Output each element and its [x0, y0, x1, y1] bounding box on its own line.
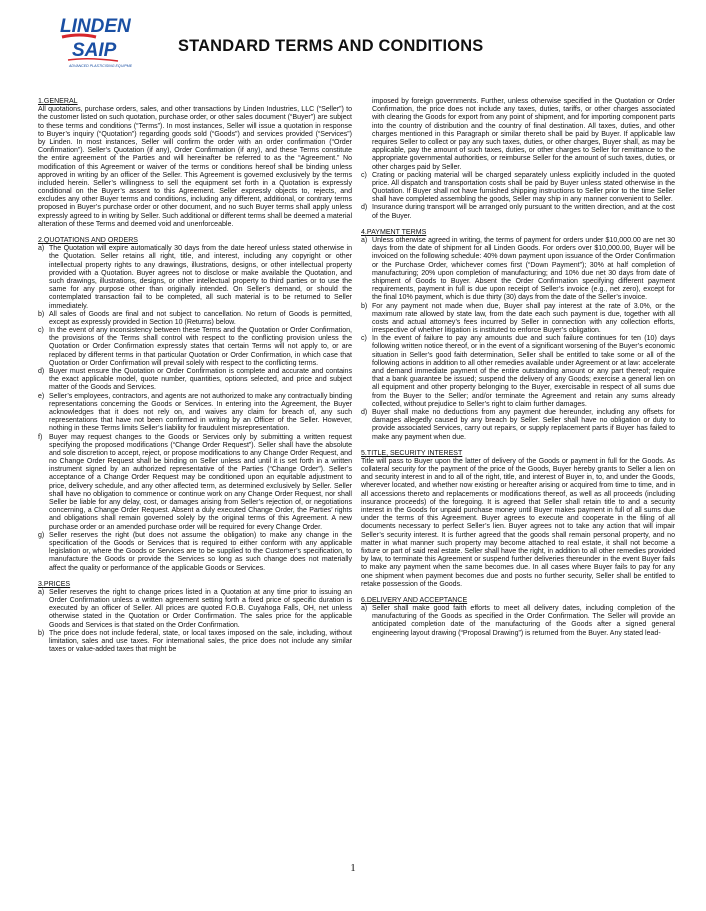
clause-text: Buyer shall make no deductions from any payment due hereunder, including any offsets for damages allegedly caused by any breach by Seller. Seller shall have no obligation or duty to provide associated Services, carry out repairs, or supply replacement parts if Buyer has failed to make any payment when due. [372, 408, 675, 441]
clause-letter: d) [38, 368, 45, 375]
page-title: STANDARD TERMS AND CONDITIONS [178, 37, 484, 55]
clause-item [361, 237, 675, 303]
section-heading-text: PRICES [43, 580, 71, 588]
section [38, 237, 352, 573]
clause-text: Seller reserves the right (but does not assume the obligation) to make any change in the specification of the Goods or Services that is required to either conform with any applicable legislation or, where the Goods or Services are to be supplied to the Customer’s specification, to manufacture the Goods or provide the Services so long as such change does not materially affect the quality or performance of the applicable Goods or Services. [49, 531, 352, 572]
logo-graphic [60, 16, 132, 68]
clause-item [361, 172, 675, 205]
clause-text: The price does not include federal, state, or local taxes imposed on the sale, including, without limitation, sales and use taxes. For international sales, the price does not include any similar taxes or value-added taxes that might be [49, 629, 352, 654]
clause-letter: d) [361, 204, 368, 212]
section-heading-text: GENERAL [43, 98, 78, 105]
section-heading-text: DELIVERY AND ACCEPTANCE [366, 596, 468, 604]
clause-letter: a) [38, 588, 45, 596]
logo-tagline: ADVANCED PLASTICISING EQUIPMENT [69, 64, 132, 68]
section-number: 6. [361, 596, 367, 604]
clause-letter: d) [361, 408, 368, 416]
section-number: 2. [38, 237, 44, 244]
clause-letter: e) [38, 392, 45, 400]
clause-letter: b) [38, 310, 45, 318]
clause-text: Seller shall make good faith efforts to meet all delivery dates, including completion of the manufacturing of the Goods as specified in the Order Confirmation. The Seller will provide an anticipated completion date of the manufacturing of the Goods after a signed general engineering layout drawing (“Proposal Drawing”) is returned from the Buyer. Any stated lead- [372, 605, 675, 637]
clause-text: Seller’s employees, contractors, and agents are not authorized to make any contractually binding representations concerning the Goods or Services. In entering into the Agreement, the Buyer acknowledges that it does not rely on, and waives any claim for breach of, any such representations that have not been confirmed in writing by an Officer of the Seller. However, nothing in these Terms limits Seller’s liability for fraudulent misrepresentation. [49, 392, 352, 433]
section-heading [38, 237, 352, 245]
clause-text: Seller reserves the right to change prices listed in a Quotation at any time prior to issuing an Order Confirmation unless a written agreement setting forth a fixed price of specific duration is executed by an officer of Seller. All prices are quoted F.O.B. Cuyahoga Falls, OH, net unless otherwise stated in the Quotation or Order Confirmation. The sales price for the applicable Goods and Services is that stated on the Order Confirmation. [49, 588, 352, 629]
section [361, 229, 675, 442]
clause-letter: c) [361, 171, 367, 179]
clause-letter: b) [361, 302, 368, 310]
page-number: 1 [350, 862, 356, 874]
clause-item [38, 327, 352, 368]
clause-item [361, 409, 675, 442]
clause-list [361, 172, 675, 221]
section-heading [38, 98, 352, 106]
clause-text: In the event of failure to pay any amounts due and such failure continues for ten (10) days following written notice thereof, or in the event of a significant worsening of the Buyer’s economic situation in Seller’s good faith determination, Seller shall be entitled to take some or all of the following actions in addition to all other remedies available under Agreement or at law: accelerate and demand immediate payment of the entire outstanding amount or any part thereof; require that a bank guarantee be issued; suspend the delivery of any Goods; exercise a general lien on all equipment and other property belonging to the Buyer, exercisable in respect of all sums due from the Buyer to the Seller; and/or terminate the Agreement and retain any sums already collected, without prejudice to Seller’s right to claim further damages. [372, 335, 675, 408]
section-paragraph: Title will pass to Buyer upon the latter of delivery of the Goods or payment in full for the Goods. As collateral security for the payment of the price of the Goods, Buyer hereby grants to Seller a lien on and security interest in and to all of the right, title, and interest of Buyer in, to, and under the Goods, wherever located, and whether now existing or hereafter arising or acquired from time to time, and in all accessions thereto and replacements or modifications thereof, as well as all proceeds (including insurance proceeds) of the foregoing. It is agreed that Seller shall retain title to and a security interest in the Goods for unpaid purchase money until Buyer makes payment in full of all sums due under the terms of this Agreement. Buyer agrees to execute and cooperate in the filing of all documents necessary to perfect Seller’s lien. Buyer agrees not to take any action that will impair Seller’s security interest. It is further agreed that the goods shall remain personal property, and no matter in what manner such property may become attached to real estate, it shall not become a fixture or part of said real estate. Seller shall have the right, in addition to all other remedies provided by law, to terminate this Agreement or suspend further deliveries thereunder in the event Buyer fails to make any payment when the same becomes due. In all cases where Buyer fails to pay for any one shipment when payment becomes due and posts no further security, Seller shall be entitled to retake possession of the Goods. [361, 457, 675, 588]
clause-letter: a) [361, 605, 368, 613]
clause-item [361, 605, 675, 638]
clause-letter: g) [38, 531, 45, 539]
section-number: 1. [38, 98, 44, 105]
clause-list [361, 605, 675, 638]
company-logo [58, 10, 132, 74]
section [361, 98, 675, 221]
section-heading [38, 581, 352, 589]
section [38, 581, 352, 655]
right-column [361, 98, 675, 646]
clause-item [361, 204, 675, 220]
section [38, 98, 352, 229]
clause-item [38, 434, 352, 532]
section-heading [361, 450, 675, 458]
clause-text: All sales of Goods are final and not subject to cancellation. No return of Goods is permitted, except as expressly provided in Section 10 (Returns) below. [49, 310, 352, 326]
clause-list [361, 237, 675, 442]
clause-text: Insurance during transport will be arranged only pursuant to the written direction, and at the cost of the Buyer. [372, 204, 675, 220]
section-heading [361, 229, 675, 237]
clause-letter: c) [361, 335, 367, 343]
clause-text: Crating or packing material will be charged separately unless explicitly included in the quoted price. All dispatch and transportation costs shall be paid by Buyer unless stated otherwise in the Quotation. If Buyer shall not have furnished shipping instructions to Seller prior to the time Seller shall have completed assembling the goods, Seller may ship in any manner convenient to Seller. [372, 171, 675, 204]
clause-item [361, 303, 675, 336]
clause-letter: b) [38, 629, 45, 637]
clause-item [38, 393, 352, 434]
section-heading-text: TITLE, SECURITY INTEREST [366, 449, 463, 457]
clause-item [38, 589, 352, 630]
section-heading-text: PAYMENT TERMS [366, 228, 427, 236]
clause-letter: a) [38, 245, 45, 253]
clause-list [38, 589, 352, 655]
clause-text: The Quotation will expire automatically 30 days from the date hereof unless stated otherwise in the Quotation. Seller retains all right, title, and interest, including any copyright or other intellectual property rights to any drawings, illustrations, designs, or other intellectual property provided with a Quotation. Buyer agrees not to disclose or make available the Quotation, and such drawings, illustrations, designs, or other intellectual property to third parties or to use the same for any purpose other than originally intended. On Seller’s demand, or should the contemplated transaction fail to be completed, all such material is to be returned to Seller immediately. [49, 245, 352, 310]
section [361, 597, 675, 638]
continued-paragraph: imposed by foreign governments. Further, unless otherwise specified in the Quotation or Order Confirmation, the price does not include any taxes, duties, tariffs, or other charges associated with clearing the Goods for export from any point of shipment, and for importing component parts into the country of distribution and the country of final destination. All taxes, duties, and other charges mentioned in this Paragraph or similar thereto shall be paid by Buyer. If applicable law requires Seller to collect or pay any such taxes, duties, or other charges, Buyer shall, as may be applicable, pay the amount of such taxes, duties, or other charges to Seller for remittance to the appropriate governmental authorities, or reimburse Seller for the amount of such taxes, duties, or other charges paid by Seller. [372, 98, 675, 171]
section [361, 450, 675, 589]
logo-linden-text: LINDEN [60, 16, 131, 37]
clause-letter: f) [38, 433, 43, 441]
clause-text: In the event of any inconsistency between these Terms and the Quotation or Order Confirmation, the provisions of the Terms shall control with respect to the conflicting provision unless the Quotation or Order Confirmation expressly states that certain Terms will not apply to, or are replaced by different terms in that particular Quotation or Order Confirmation, in which case that Quotation or Order Confirmation will prevail solely with respect to the conflicting terms. [49, 327, 352, 367]
section-number: 3. [38, 580, 44, 588]
clause-text: For any payment not made when due, Buyer shall pay interest at the rate of 3.0%, or the maximum rate allowed by state law, from the date each such payment is due, together with all costs and actual attorney’s fees incurred by Seller in connection with any collection efforts, irrespective of whether litigation is instituted to enforce Buyer’s obligation. [372, 302, 675, 335]
clause-item [38, 368, 352, 393]
section-paragraph: All quotations, purchase orders, sales, and other transactions by Linden Industries, LLC (“Seller”) to the customer listed on such quotation, purchase order, or other sales document (“Buyer”) are subject to these terms and conditions (“Terms”). In most instances, Seller will issue a quotation in response to Buyer’s inquiry (“Quotation”) regarding goods sold (“Goods”) and services provided (“Services”) by Linden. In most instances, Seller will confirm the order with an order confirmation (“Order Confirmation”). Seller’s Quotation (if any), Order Confirmation (if any), and these Terms constitute the entire agreement of the Parties and will hereinafter be referred to as the “Agreement.” No modification of this Agreement or waiver of the terms or conditions hereof shall be binding unless approved in writing by an officer of the Seller. This Agreement is governed exclusively by the terms included herein. Seller’s willingness to sell the equipment set forth in a Quotation is expressly conditional on the Buyer’s assent to this Agreement. Seller expressly objects to, rejects, and excludes any other Buyer terms and conditions, including any different, additional, or contrary terms proposed in Buyer’s purchase order or other document, and no such Buyer terms shall apply unless expressly agreed to in writing by Seller. Such additional or different terms shall be deemed a material alteration of these Terms and deemed void and unenforceable. [38, 106, 353, 228]
clause-text: Unless otherwise agreed in writing, the terms of payment for orders under $10,000.00 are net 30 days from the date of shipment for all Linden Goods. For orders over $10,000.00, Buyer will be invoiced on the following schedule: 40% down payment upon issuance of the Order Confirmation or the Purchase Order, whichever comes first (“Down Payment”); 30% at half completion of manufacturing; 20% upon completion of manufacturing; and 10% due net 30 days from date of shipment of Goods to Buyer. Absent the Order Confirmation specifying different payment requirements, payment in full is due upon receipt of Seller’s invoice (e.g., net zero), except for the final 10% payment, which is due thirty (30) days from the date of the Seller’s invoice. [372, 237, 675, 302]
clause-item [361, 335, 675, 409]
clause-text: Buyer must ensure the Quotation or Order Confirmation is complete and accurate and contains the exact applicable model, quote number, quantities, options selected, and price and subject matter of the Goods and Services. [49, 368, 352, 392]
clause-item [38, 532, 352, 573]
clause-letter: a) [361, 237, 368, 244]
section-number: 4. [361, 228, 367, 236]
section-number: 5. [361, 449, 367, 457]
clause-letter: c) [38, 327, 44, 335]
section-heading [361, 597, 675, 605]
clause-item [38, 630, 352, 655]
clause-list [38, 245, 352, 573]
left-column [38, 98, 352, 662]
section-heading-text: QUOTATIONS AND ORDERS [43, 237, 138, 244]
clause-item [38, 245, 352, 311]
clause-text: Buyer may request changes to the Goods or Services only by submitting a written request specifying the proposed modifications (“Change Order Request”). Seller shall have the absolute and sole discretion to accept, reject, or propose modifications to any Change Order Request, and no Change Order Request shall be binding on Seller unless and until it is set forth in a written instrument signed by an authorized representative of the Parties (“Change Order”). Seller’s acceptance of a Change Order Request may be conditioned upon an equitable adjustment to price, delivery schedule, and any other affected term, as determined exclusively by Seller. Seller shall have no obligation to commence or continue work on any Change Order Request, nor shall Seller be liable for any delay, cost, or damages arising from Seller’s rejection of, or negotiations concerning, a Change Order Request. Absent a duly executed Change Order, the Parties’ rights and obligations shall remain governed solely by the original terms of this Agreement. A new purchase order or an amended purchase order will be required for every Change Order. [49, 433, 352, 531]
logo-saip-text: SAIP [72, 40, 117, 61]
clause-item [38, 311, 352, 327]
